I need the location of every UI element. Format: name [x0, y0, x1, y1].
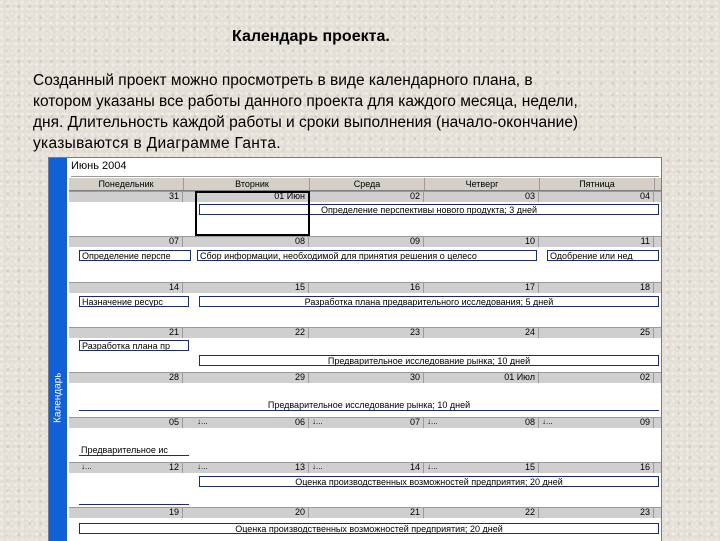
day-number[interactable]: 23 — [540, 507, 654, 518]
task-bar[interactable]: Разработка плана предварительного исследования; 5 дней — [199, 296, 659, 307]
task-bar[interactable]: Назначение ресурс — [79, 296, 189, 307]
weekday-header: Понедельник — [69, 178, 184, 190]
task-bar[interactable]: Разработка плана пр — [79, 340, 189, 351]
day-number[interactable]: 07 — [69, 236, 183, 247]
more-tasks-marker[interactable]: ↓... — [81, 462, 92, 471]
day-number[interactable]: 30 — [310, 372, 424, 383]
body-line: котором указаны все работы данного проекта для каждого месяца, недели, — [33, 93, 578, 110]
calendar-grid — [69, 158, 661, 541]
weekday-header: Среда — [310, 178, 425, 190]
more-tasks-marker[interactable]: ↓... — [542, 417, 553, 426]
day-number[interactable]: 14 — [69, 282, 183, 293]
day-number[interactable]: 15 — [425, 462, 539, 473]
day-number[interactable]: 16 — [310, 282, 424, 293]
day-number[interactable]: 20 — [195, 507, 309, 518]
task-bar[interactable]: Сбор информации, необходимой для принятия решения о целесо — [197, 250, 537, 261]
task-bar[interactable]: Оценка производственных возможностей предприятия; 20 дней — [79, 523, 659, 534]
week-row — [69, 327, 661, 371]
day-number[interactable]: 12 — [69, 462, 183, 473]
day-number[interactable]: 21 — [310, 507, 424, 518]
day-number[interactable]: 02 — [310, 191, 424, 202]
week-row — [69, 282, 661, 326]
day-number[interactable]: 21 — [69, 327, 183, 338]
body-line: Созданный проект можно просмотреть в виде календарного плана, в — [33, 72, 533, 89]
day-number[interactable]: 08 — [425, 417, 539, 428]
slide-body-text — [33, 70, 683, 154]
weekday-header-row — [69, 178, 661, 191]
day-number[interactable]: 02 — [540, 372, 654, 383]
more-tasks-marker[interactable]: ↓... — [197, 462, 208, 471]
task-bar[interactable]: Одобрение или нед — [547, 250, 659, 261]
day-number[interactable]: 15 — [195, 282, 309, 293]
day-number[interactable]: 22 — [195, 327, 309, 338]
day-number[interactable]: 13 — [195, 462, 309, 473]
week-row — [69, 236, 661, 280]
day-number[interactable]: 01 Июн — [195, 191, 309, 202]
task-bar-continuation — [79, 504, 189, 505]
task-bar[interactable]: Определение перспе — [79, 250, 191, 261]
day-number[interactable]: 10 — [425, 236, 539, 247]
day-number[interactable]: 05 — [69, 417, 183, 428]
day-number[interactable]: 01 Июл — [425, 372, 539, 383]
weekday-header: Вторник — [195, 178, 310, 190]
day-number[interactable]: 19 — [69, 507, 183, 518]
task-bar[interactable]: Определение перспективы нового продукта; 3 дней — [199, 204, 659, 215]
week-row — [69, 372, 661, 416]
day-number[interactable]: 23 — [310, 327, 424, 338]
week-row — [69, 191, 661, 235]
weekday-header: Пятница — [540, 178, 655, 190]
day-number[interactable]: 22 — [425, 507, 539, 518]
task-bar[interactable]: Оценка производственных возможностей предприятия; 20 дней — [199, 476, 659, 487]
more-tasks-marker[interactable]: ↓... — [312, 417, 323, 426]
day-number[interactable]: 03 — [425, 191, 539, 202]
more-tasks-marker[interactable]: ↓... — [427, 462, 438, 471]
more-tasks-marker[interactable]: ↓... — [427, 417, 438, 426]
day-number[interactable]: 24 — [425, 327, 539, 338]
week-row — [69, 507, 661, 541]
day-number[interactable]: 31 — [69, 191, 183, 202]
week-row — [69, 462, 661, 506]
month-title: Июнь 2004 — [71, 160, 659, 177]
task-bar[interactable]: Предварительное исследование рынка; 10 дней — [79, 400, 659, 411]
day-number[interactable]: 08 — [195, 236, 309, 247]
slide-title: Календарь проекта. — [232, 28, 390, 45]
day-number[interactable]: 28 — [69, 372, 183, 383]
more-tasks-marker[interactable]: ↓... — [197, 417, 208, 426]
more-tasks-marker[interactable]: ↓... — [312, 462, 323, 471]
weekday-header: Четверг — [425, 178, 540, 190]
day-number[interactable]: 06 — [195, 417, 309, 428]
day-number[interactable]: 04 — [540, 191, 654, 202]
day-number[interactable]: 16 — [540, 462, 654, 473]
week-row — [69, 417, 661, 461]
day-number[interactable]: 17 — [425, 282, 539, 293]
view-bar-label: Календарь — [52, 372, 64, 424]
task-bar[interactable]: Предварительное ис — [79, 445, 189, 456]
task-bar[interactable]: Предварительное исследование рынка; 10 дней — [199, 355, 659, 366]
day-number[interactable]: 29 — [195, 372, 309, 383]
view-bar[interactable] — [49, 158, 67, 541]
day-number[interactable]: 07 — [310, 417, 424, 428]
day-number[interactable]: 09 — [310, 236, 424, 247]
day-number[interactable]: 14 — [310, 462, 424, 473]
day-number[interactable]: 18 — [540, 282, 654, 293]
day-number[interactable]: 11 — [540, 236, 654, 247]
day-number[interactable]: 09 — [540, 417, 654, 428]
body-line: указываются в Диаграмме Ганта. — [33, 135, 281, 152]
selected-day-cell[interactable] — [195, 191, 310, 236]
body-line: дня. Длительность каждой работы и сроки выполнения (начало-окончание) — [33, 114, 579, 131]
calendar-view-window — [48, 157, 662, 541]
day-number[interactable]: 25 — [540, 327, 654, 338]
